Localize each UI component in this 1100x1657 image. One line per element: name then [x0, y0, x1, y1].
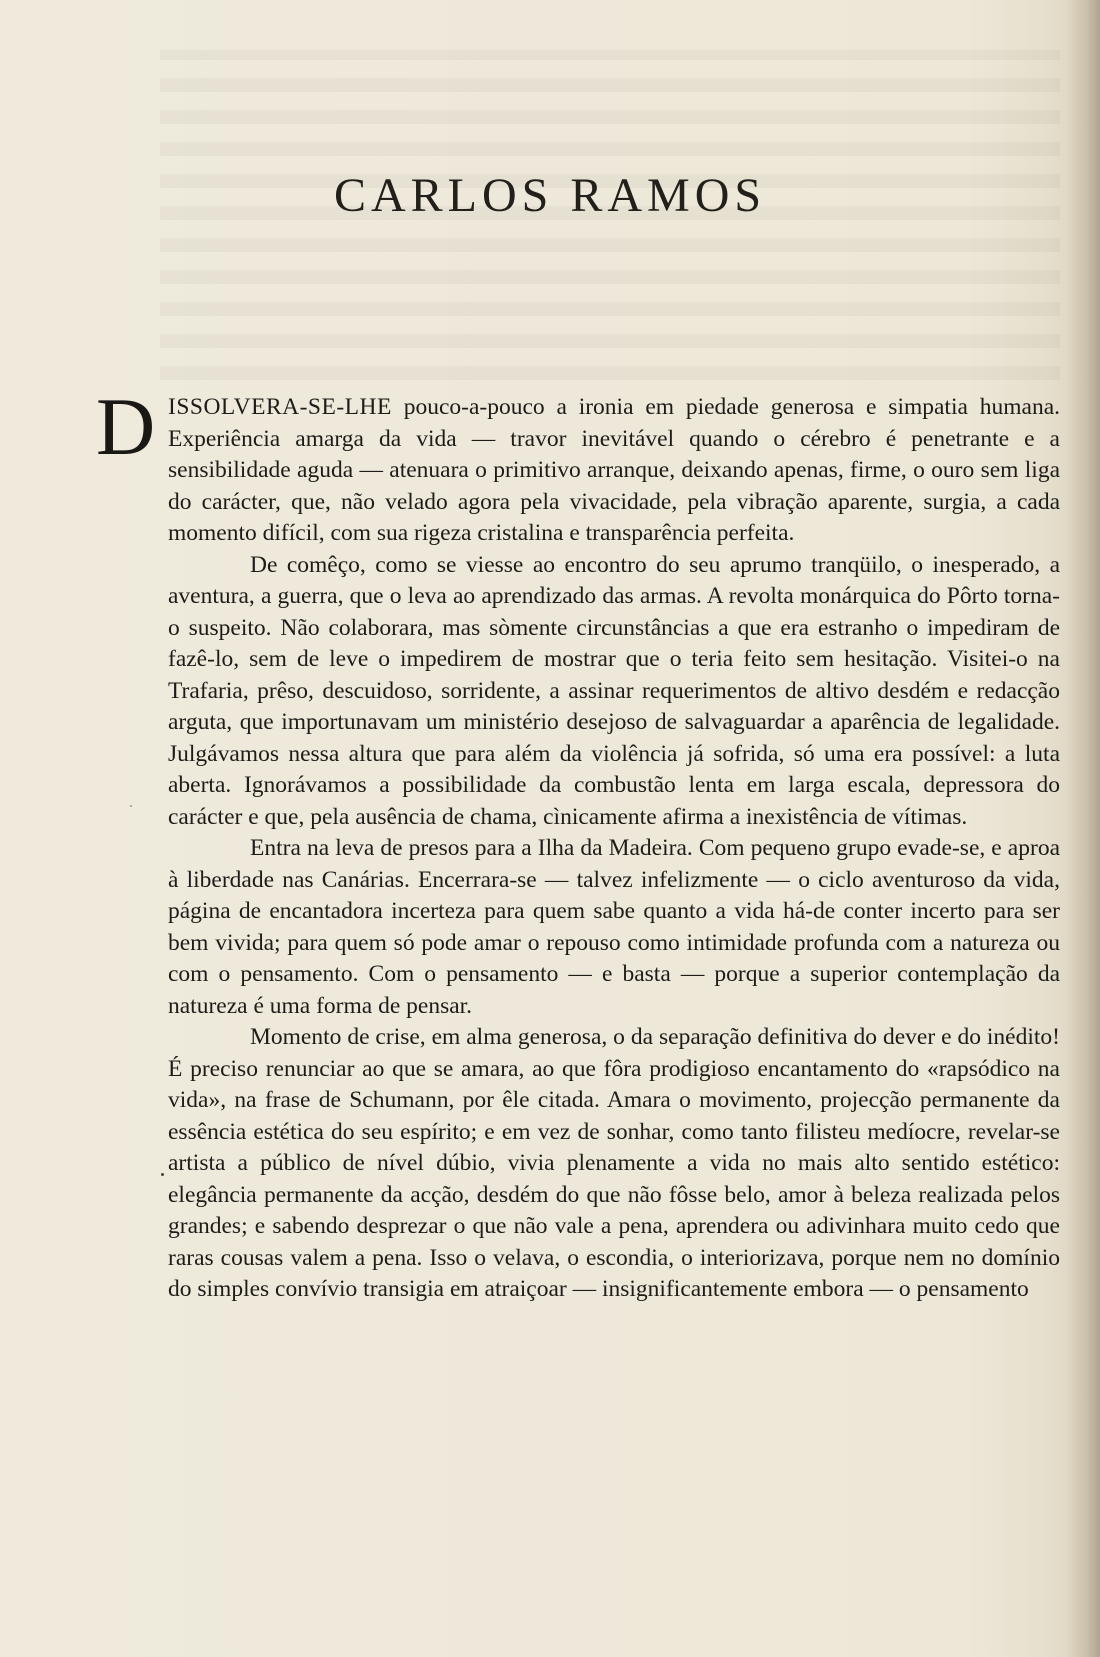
drop-cap: D [96, 381, 156, 472]
paragraph-1 [96, 381, 1060, 550]
paragraph-3: Entra na leva de presos para a Ilha da Madeira. Com pequeno grupo evade-se, e aproa à liberdade nas Canárias. Encerrara-se — talvez infelizmente — o ciclo aventuroso da vida, página de encantadora incerteza para quem sabe quanto a vida há-de conter incerto para ser bem vivida; para quem só pode amar o repouso como intimidade profunda com a natureza ou com o pensamento. Com o pensamento — e basta — porque a superior contemplação da natureza é uma forma de pensar. [168, 835, 1060, 1019]
paragraph-4: Momento de crise, em alma generosa, o da separação definitiva do dever e do inédito! É preciso renunciar ao que se amara, ao que fôra prodigioso encantamento do «rapsódico na vida», na frase de Schumann, por êle citada. Amara o movimento, projecção permanente da essência estética do seu espírito; e em vez de sonhar, como tanto filisteu medíocre, revelar-se artista a público de nível dúbio, vivia plenamente a vida no mais alto sentido estético: elegância permanente da acção, desdém do que não fôsse belo, amor à beleza realizada pelos grandes; e sabendo desprezar o que não vale a pena, aprendera ou adivinhara muito cedo que raras cousas valem a pena. Isso o velava, o escondia, o interiorizava, porque nem no domínio do simples convívio transigia em atraiçoar — insignificantemente embora — o pensamento [168, 1024, 1060, 1302]
page-title: CARLOS RAMOS [333, 169, 767, 222]
paragraph-1-text: pouco-a-pouco a ironia em piedade generosa e simpatia humana. Experiência amarga da vida — travor inevitável quando o cérebro é penetrante e a sensibilidade aguda — atenuara o primitivo arranque, deixando apenas, firme, o ouro sem liga do carácter, que, não velado agora pela vivacidade, pela vibração aparente, surgia, a cada momento difícil, com sua rigeza cristalina e transparência perfeita. [168, 394, 1060, 546]
ink-speck [130, 805, 132, 807]
lead-word: ISSOLVERA-SE-LHE [168, 394, 392, 420]
paragraph-2: De comêço, como se viesse ao encontro do seu aprumo tranqüilo, o inesperado, a aventura, a guerra, que o leva ao aprendizado das armas. A revolta monárquica do Pôrto torna-o suspeito. Não colaborara, mas sòmente circunstâncias a que era estranho o impediram de fazê-lo, sem de leve o impedirem de mostrar que o teria feito sem hesitação. Visitei-o na Trafaria, prêso, descuidoso, sorridente, a assinar requerimentos de altivo desdém e redacção arguta, que importunavam um ministério desejoso de salvaguardar a aparência de legalidade. Julgávamos nessa altura que para além da violência já sofrida, só uma era possível: a luta aberta. Ignorávamos a possibilidade da combustão lenta em larga escala, depressora do carácter e que, pela ausência de chama, cìnicamente afirma a inexistência de vítimas. [168, 551, 1060, 830]
page-binding-edge [1066, 0, 1100, 1657]
article-body [96, 381, 1060, 1306]
ink-speck [161, 1173, 164, 1176]
